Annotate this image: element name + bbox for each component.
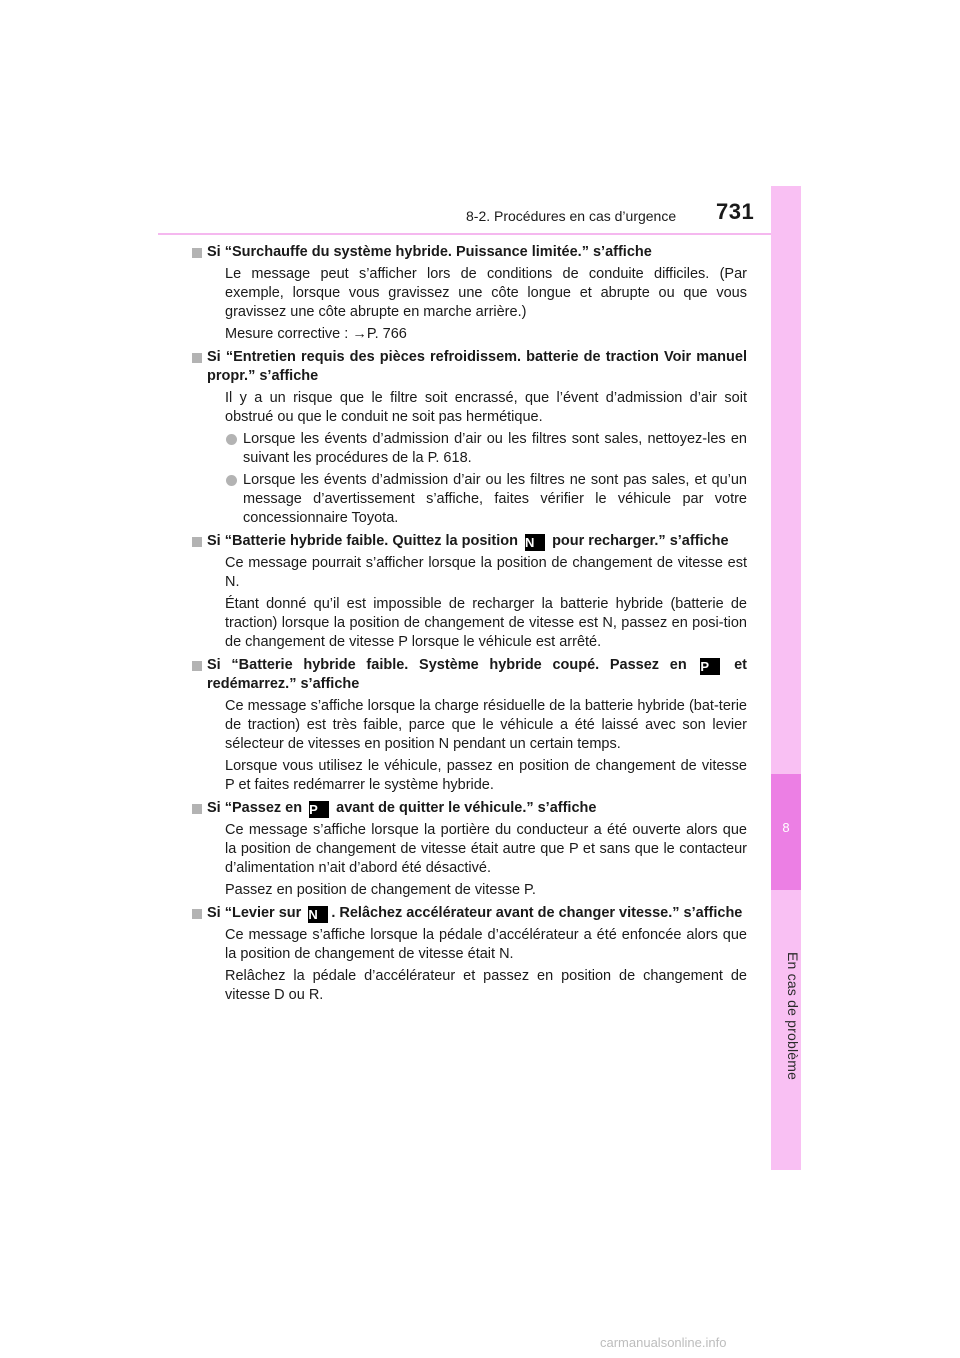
section-heading: Si “Passez en P avant de quitter le véhicule.” s’affiche [207,799,747,818]
circle-bullet-icon [226,475,237,486]
square-bullet-icon [192,804,202,814]
paragraph: Mesure corrective : →P. 766 [225,326,407,342]
gear-n-badge-icon: N [308,906,328,923]
paragraph: Passez en position de changement de vitesse P. [225,882,536,898]
square-bullet-icon [192,537,202,547]
square-bullet-icon [192,353,202,363]
page-number: 731 [716,199,755,224]
section-entretien [207,348,747,528]
paragraph: Relâchez la pédale d’accélérateur et passez en position de changement de vitesse D ou R. [225,968,747,1003]
section-heading: Si “Surchauffe du système hybride. Puissance limitée.” s’affiche [207,243,747,262]
gear-n-badge-icon: N [525,534,545,551]
section-heading: Si “Batterie hybride faible. Quittez la position N pour recharger.” s’affiche [207,532,747,551]
paragraph: Lorsque vous utilisez le véhicule, passez en position de changement de vitesse P et faites redémarrer le système hybride. [225,758,747,793]
gear-p-badge-icon: P [309,801,329,818]
paragraph: Ce message s’affiche lorsque la portière du conducteur a été ouverte alors que la position de changement de vitesse était autre que P et sans que le contacteur d’alimentation n’ait d’abord été désactivé. [225,822,747,876]
section-systeme-coupe [207,656,747,795]
bullet-item: Lorsque les évents d’admission d’air ou les filtres ne sont pas sales, et qu’un message d’avertissement s’affiche, faites vérifier le véhicule par votre concessionnaire Toyota. [243,471,747,528]
square-bullet-icon [192,248,202,258]
gear-p-badge-icon: P [700,658,720,675]
paragraph: Étant donné qu’il est impossible de recharger la batterie hybride (batterie de traction) lorsque la position de changement de vitesse est N, passez en posi-tion de changement de vitesse P lorsque le véhicule est arrêté. [225,596,747,650]
side-tab-label: En cas de problème [785,951,801,1081]
section-heading: Si “Batterie hybride faible. Système hybride coupé. Passez en P et redémarrez.” s’affiche [207,656,747,694]
section-heading: Si “Entretien requis des pièces refroidissem. batterie de traction Voir manuel propr.” s’affiche [207,348,747,386]
header-section: 8-2. Procédures en cas d’urgence [466,208,677,224]
paragraph: Ce message s’affiche lorsque la charge résiduelle de la batterie hybride (bat-terie de traction) est très faible, parce que le véhicule a été laissé avec son levier sélecteur de vitesses en position N pendant un certain temps. [225,698,747,752]
side-tab-number: 8 [782,820,790,835]
footer-watermark: carmanualsonline.info [600,1335,727,1350]
paragraph: Le message peut s’afficher lors de conditions de conduite difficiles. (Par exemple, lorsque vous gravissez une côte longue et abrupte ou que vous gravissez une côte abrupte en marche arrière.) [225,266,747,320]
section-passez-en-p [207,799,747,900]
square-bullet-icon [192,661,202,671]
page-content [207,243,747,1009]
paragraph: Ce message s’affiche lorsque la pédale d’accélérateur a été enfoncée alors que la position de changement de vitesse était N. [225,927,747,962]
section-surchauffe [207,243,747,344]
section-batterie-faible-n [207,532,747,652]
section-levier-sur-n [207,904,747,1005]
circle-bullet-icon [226,434,237,445]
bullet-item: Lorsque les évents d’admission d’air ou les filtres sont sales, nettoyez-les en suivant les procédures de la P. 618. [243,430,747,468]
paragraph: Ce message pourrait s’afficher lorsque la position de changement de vitesse est N. [225,555,747,590]
paragraph: Il y a un risque que le filtre soit encrassé, que l’évent d’admission d’air soit obstrué ou que le conduit ne soit pas hermétique. [225,390,747,425]
section-heading: Si “Levier sur N . Relâchez accélérateur avant de changer vitesse.” s’affiche [207,904,747,923]
header-rule [158,233,800,235]
square-bullet-icon [192,909,202,919]
